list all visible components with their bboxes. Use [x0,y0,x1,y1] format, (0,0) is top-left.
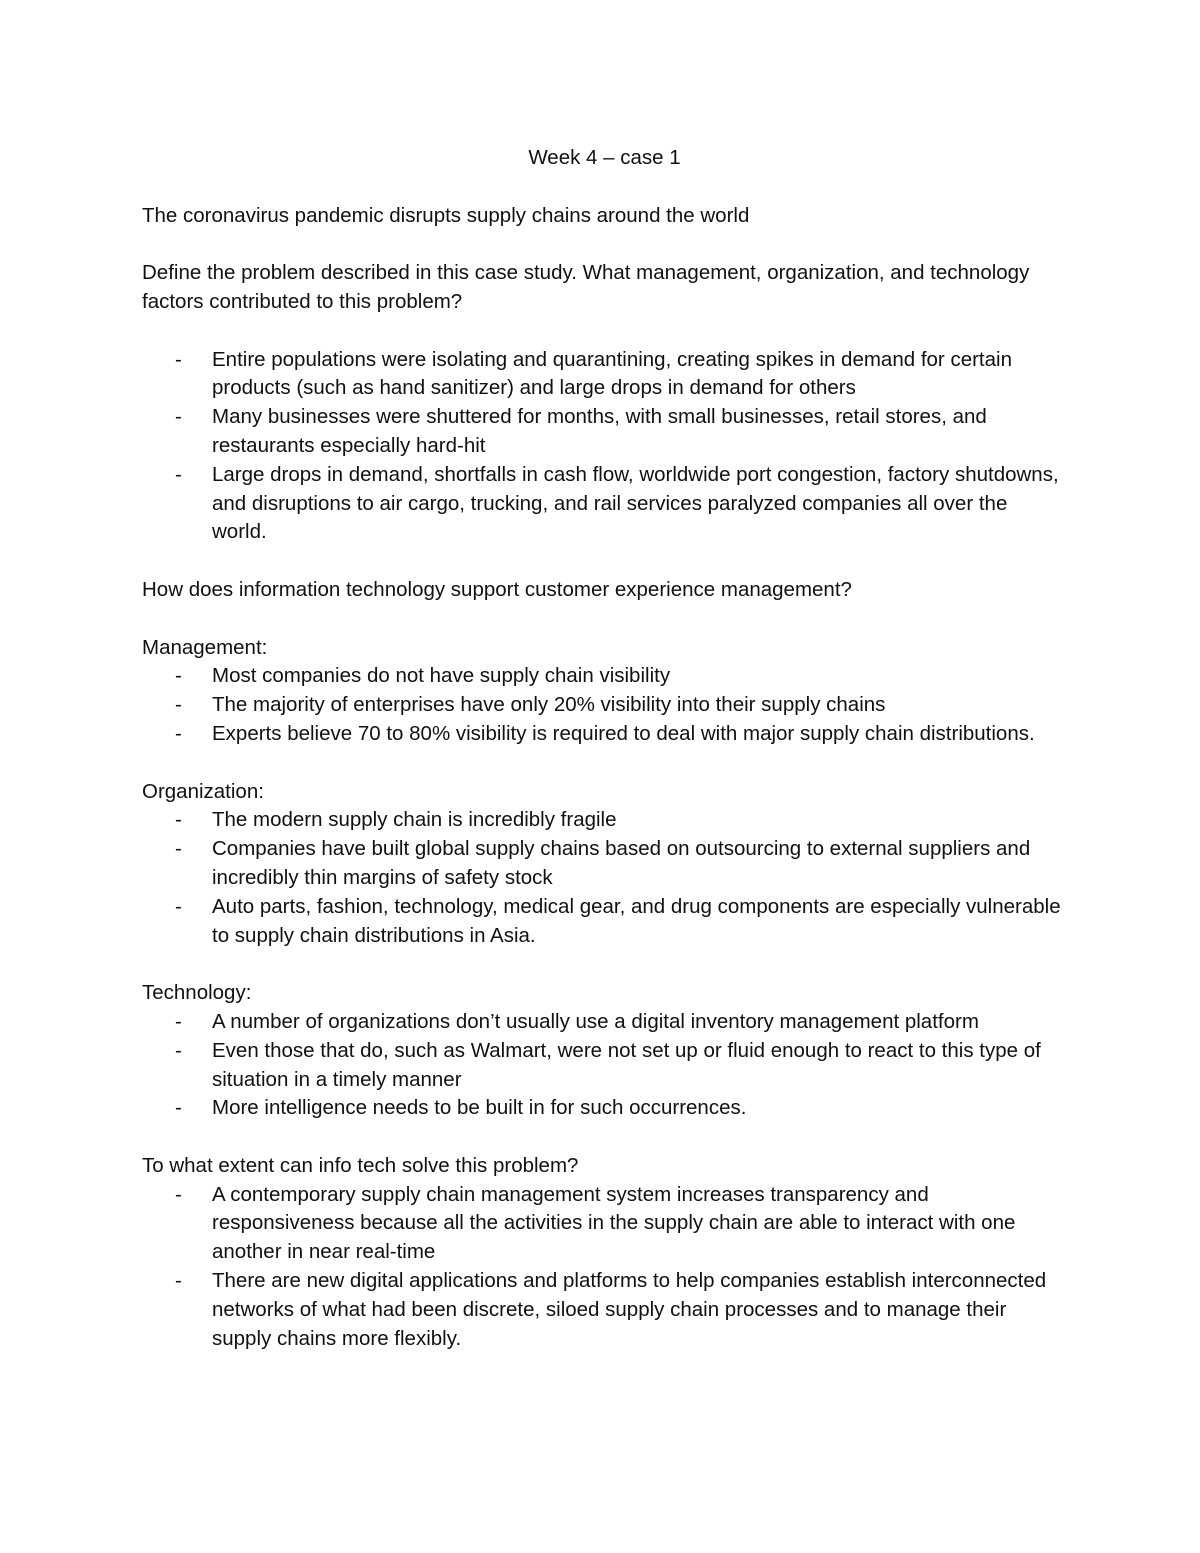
question-1: Define the problem described in this case study. What management, organization, and technology factors contributed to this problem? [142,261,1030,313]
document-content [142,144,1067,1353]
dash-marker: - [175,664,182,688]
document-title: Week 4 – case 1 [528,146,681,169]
list-item-text: More intelligence needs to be built in for such occurrences. [212,1096,747,1120]
list-item-text: Most companies do not have supply chain visibility [212,664,671,688]
dash-marker: - [175,721,182,745]
list-item [142,461,1067,547]
list-item-text: Even those that do, such as Walmart, were not set up or fluid enough to react to this type of situation in a timely manner [212,1038,1041,1091]
list-item-text: Auto parts, fashion, technology, medical gear, and drug components are especially vulnerable to supply chain distributions in Asia. [212,894,1061,947]
dash-marker: - [175,894,182,918]
dash-marker: - [175,1009,182,1033]
technology-list [142,1008,1067,1123]
list-item [142,835,1067,893]
list-item [142,720,1067,749]
list-item-text: The majority of enterprises have only 20% visibility into their supply chains [212,693,886,717]
dash-marker: - [175,837,182,861]
list-item-text: A number of organizations don’t usually use a digital inventory management platform [212,1009,979,1033]
management-heading: Management: [142,635,268,659]
question-3: To what extent can info tech solve this problem? [142,1153,579,1177]
question-1-answers [142,346,1067,548]
list-item-text: Experts believe 70 to 80% visibility is required to deal with major supply chain distributions. [212,721,1035,745]
list-item [142,806,1067,835]
list-item-text: Large drops in demand, shortfalls in cash flow, worldwide port congestion, factory shutdowns, and disruptions to air cargo, trucking, and rail services paralyzed companies all over the world. [212,462,1059,544]
dash-marker: - [175,808,182,832]
spacer [142,605,1067,634]
list-item [142,346,1067,404]
dash-marker: - [175,1182,182,1206]
technology-heading: Technology: [142,981,252,1005]
list-item [142,403,1067,461]
dash-marker: - [175,1038,182,1062]
dash-marker: - [175,405,182,429]
list-item [142,1037,1067,1095]
spacer [142,230,1067,259]
spacer [142,1123,1067,1152]
list-item-text: There are new digital applications and platforms to help companies establish interconnected networks of what had been discrete, siloed supply chain processes and to manage their supply chains more flexibly. [212,1269,1047,1350]
list-item-text: Entire populations were isolating and quarantining, creating spikes in demand for certain products (such as hand sanitizer) and large drops in demand for others [212,347,1012,400]
list-item [142,1094,1067,1123]
organization-list [142,806,1067,950]
list-item [142,1181,1067,1267]
question-2: How does information technology support customer experience management? [142,577,852,601]
list-item [142,1008,1067,1037]
dash-marker: - [175,1096,182,1120]
spacer [142,950,1067,979]
list-item-text: The modern supply chain is incredibly fragile [212,808,617,832]
spacer [142,749,1067,778]
dash-marker: - [175,693,182,717]
organization-heading: Organization: [142,779,264,803]
list-item [142,1267,1067,1353]
case-title: The coronavirus pandemic disrupts supply chains around the world [142,203,750,227]
list-item-text: Companies have built global supply chains based on outsourcing to external suppliers and incredibly thin margins of safety stock [212,837,1031,889]
spacer [142,317,1067,346]
dash-marker: - [175,462,182,486]
dash-marker: - [175,1269,182,1293]
spacer [142,547,1067,576]
list-item [142,893,1067,951]
management-list [142,662,1067,748]
list-item [142,662,1067,691]
list-item-text: Many businesses were shuttered for months, with small businesses, retail stores, and restaurants especially hard-hit [212,405,987,457]
list-item-text: A contemporary supply chain management system increases transparency and responsiveness because all the activities in the supply chain are able to interact with one another in near real-time [212,1182,1016,1264]
dash-marker: - [175,347,182,371]
list-item [142,691,1067,720]
spacer [142,173,1067,202]
question-3-answers [142,1181,1067,1354]
